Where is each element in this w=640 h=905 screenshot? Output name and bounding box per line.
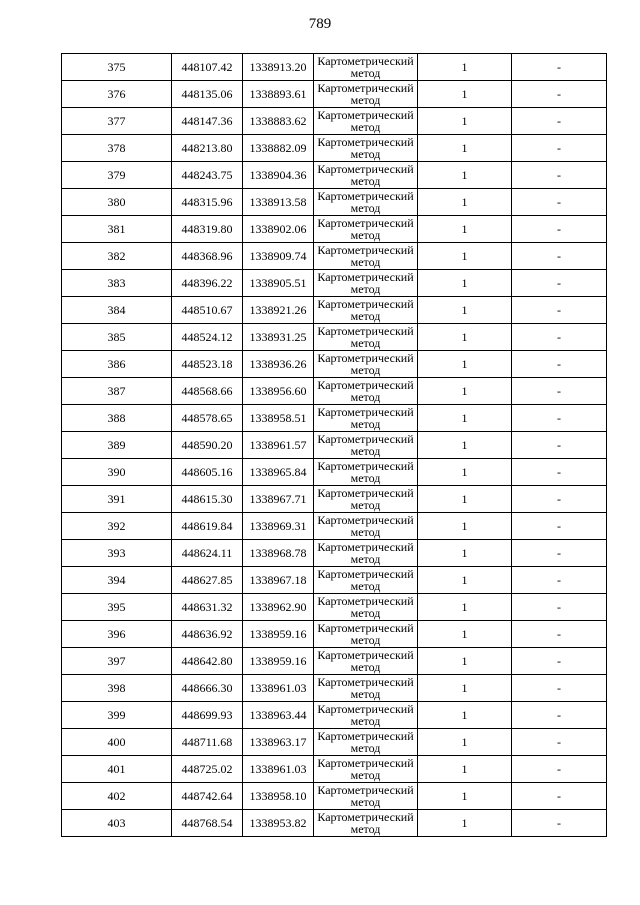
method-cell [314, 486, 418, 513]
value-cell: 1 [418, 621, 512, 648]
method-cell [314, 405, 418, 432]
x-coordinate-cell: 448725.02 [172, 756, 243, 783]
extra-cell: - [512, 513, 607, 540]
method-text: Картометрический метод [317, 297, 414, 323]
extra-cell: - [512, 648, 607, 675]
method-text: Картометрический метод [317, 81, 414, 107]
method-cell [314, 297, 418, 324]
point-number-cell: 378 [62, 135, 172, 162]
table-row [62, 540, 607, 567]
table-row [62, 378, 607, 405]
value-cell: 1 [418, 432, 512, 459]
x-coordinate-cell: 448742.64 [172, 783, 243, 810]
method-cell [314, 810, 418, 837]
value-cell: 1 [418, 594, 512, 621]
point-number-cell: 397 [62, 648, 172, 675]
extra-cell: - [512, 810, 607, 837]
point-number-cell: 386 [62, 351, 172, 378]
value-cell: 1 [418, 567, 512, 594]
method-cell [314, 594, 418, 621]
extra-cell: - [512, 729, 607, 756]
point-number-cell: 389 [62, 432, 172, 459]
x-coordinate-cell: 448319.80 [172, 216, 243, 243]
y-coordinate-cell: 1338969.31 [243, 513, 314, 540]
value-cell: 1 [418, 243, 512, 270]
value-cell: 1 [418, 648, 512, 675]
method-text: Картометрический метод [317, 243, 414, 269]
table-row [62, 324, 607, 351]
method-cell [314, 432, 418, 459]
method-text: Картометрический метод [317, 378, 414, 404]
value-cell: 1 [418, 351, 512, 378]
point-number-cell: 376 [62, 81, 172, 108]
y-coordinate-cell: 1338913.20 [243, 54, 314, 81]
method-cell [314, 702, 418, 729]
y-coordinate-cell: 1338936.26 [243, 351, 314, 378]
method-cell [314, 324, 418, 351]
value-cell: 1 [418, 216, 512, 243]
value-cell: 1 [418, 162, 512, 189]
method-text: Картометрический метод [317, 108, 414, 134]
table-row [62, 702, 607, 729]
point-number-cell: 388 [62, 405, 172, 432]
x-coordinate-cell: 448627.85 [172, 567, 243, 594]
point-number-cell: 400 [62, 729, 172, 756]
extra-cell: - [512, 270, 607, 297]
method-cell [314, 783, 418, 810]
table-row [62, 297, 607, 324]
table-row [62, 108, 607, 135]
method-cell [314, 729, 418, 756]
point-number-cell: 401 [62, 756, 172, 783]
method-text: Картометрический метод [317, 594, 414, 620]
method-text: Картометрический метод [317, 189, 414, 215]
method-text: Картометрический метод [317, 540, 414, 566]
method-cell [314, 459, 418, 486]
y-coordinate-cell: 1338893.61 [243, 81, 314, 108]
y-coordinate-cell: 1338961.03 [243, 675, 314, 702]
value-cell: 1 [418, 810, 512, 837]
table-row [62, 81, 607, 108]
x-coordinate-cell: 448524.12 [172, 324, 243, 351]
value-cell: 1 [418, 405, 512, 432]
method-cell [314, 756, 418, 783]
x-coordinate-cell: 448768.54 [172, 810, 243, 837]
x-coordinate-cell: 448711.68 [172, 729, 243, 756]
x-coordinate-cell: 448642.80 [172, 648, 243, 675]
method-text: Картометрический метод [317, 459, 414, 485]
y-coordinate-cell: 1338909.74 [243, 243, 314, 270]
method-text: Картометрический метод [317, 675, 414, 701]
y-coordinate-cell: 1338931.25 [243, 324, 314, 351]
point-number-cell: 396 [62, 621, 172, 648]
extra-cell: - [512, 486, 607, 513]
extra-cell: - [512, 675, 607, 702]
point-number-cell: 375 [62, 54, 172, 81]
value-cell: 1 [418, 540, 512, 567]
method-text: Картометрический метод [317, 702, 414, 728]
point-number-cell: 384 [62, 297, 172, 324]
method-cell [314, 513, 418, 540]
extra-cell: - [512, 297, 607, 324]
y-coordinate-cell: 1338962.90 [243, 594, 314, 621]
value-cell: 1 [418, 702, 512, 729]
point-number-cell: 403 [62, 810, 172, 837]
method-text: Картометрический метод [317, 216, 414, 242]
x-coordinate-cell: 448590.20 [172, 432, 243, 459]
extra-cell: - [512, 162, 607, 189]
point-number-cell: 380 [62, 189, 172, 216]
method-text: Картометрический метод [317, 729, 414, 755]
point-number-cell: 383 [62, 270, 172, 297]
table-row [62, 405, 607, 432]
method-text: Картометрический метод [317, 621, 414, 647]
extra-cell: - [512, 324, 607, 351]
extra-cell: - [512, 108, 607, 135]
method-cell [314, 135, 418, 162]
method-cell [314, 54, 418, 81]
table-row [62, 243, 607, 270]
extra-cell: - [512, 405, 607, 432]
extra-cell: - [512, 783, 607, 810]
y-coordinate-cell: 1338958.51 [243, 405, 314, 432]
value-cell: 1 [418, 675, 512, 702]
method-text: Картометрический метод [317, 486, 414, 512]
table-row [62, 54, 607, 81]
y-coordinate-cell: 1338905.51 [243, 270, 314, 297]
y-coordinate-cell: 1338967.71 [243, 486, 314, 513]
method-cell [314, 81, 418, 108]
method-text: Картометрический метод [317, 162, 414, 188]
value-cell: 1 [418, 189, 512, 216]
value-cell: 1 [418, 324, 512, 351]
y-coordinate-cell: 1338956.60 [243, 378, 314, 405]
y-coordinate-cell: 1338904.36 [243, 162, 314, 189]
table-row [62, 351, 607, 378]
method-cell [314, 108, 418, 135]
x-coordinate-cell: 448243.75 [172, 162, 243, 189]
table-row [62, 162, 607, 189]
method-cell [314, 675, 418, 702]
point-number-cell: 394 [62, 567, 172, 594]
table-row [62, 486, 607, 513]
y-coordinate-cell: 1338965.84 [243, 459, 314, 486]
table-row [62, 270, 607, 297]
y-coordinate-cell: 1338953.82 [243, 810, 314, 837]
extra-cell: - [512, 432, 607, 459]
x-coordinate-cell: 448578.65 [172, 405, 243, 432]
x-coordinate-cell: 448368.96 [172, 243, 243, 270]
point-number-cell: 379 [62, 162, 172, 189]
x-coordinate-cell: 448147.36 [172, 108, 243, 135]
method-text: Картометрический метод [317, 54, 414, 80]
extra-cell: - [512, 594, 607, 621]
point-number-cell: 395 [62, 594, 172, 621]
table-row [62, 783, 607, 810]
value-cell: 1 [418, 783, 512, 810]
method-text: Картометрический метод [317, 405, 414, 431]
method-text: Картометрический метод [317, 351, 414, 377]
table-row [62, 459, 607, 486]
table-row [62, 135, 607, 162]
y-coordinate-cell: 1338959.16 [243, 648, 314, 675]
table-row [62, 756, 607, 783]
extra-cell: - [512, 216, 607, 243]
method-cell [314, 243, 418, 270]
table-row [62, 621, 607, 648]
x-coordinate-cell: 448666.30 [172, 675, 243, 702]
method-cell [314, 378, 418, 405]
extra-cell: - [512, 702, 607, 729]
point-number-cell: 393 [62, 540, 172, 567]
extra-cell: - [512, 243, 607, 270]
x-coordinate-cell: 448619.84 [172, 513, 243, 540]
table-row [62, 432, 607, 459]
extra-cell: - [512, 459, 607, 486]
y-coordinate-cell: 1338963.17 [243, 729, 314, 756]
page-number: 789 [308, 16, 332, 32]
y-coordinate-cell: 1338883.62 [243, 108, 314, 135]
y-coordinate-cell: 1338902.06 [243, 216, 314, 243]
extra-cell: - [512, 540, 607, 567]
x-coordinate-cell: 448315.96 [172, 189, 243, 216]
table-row [62, 567, 607, 594]
x-coordinate-cell: 448615.30 [172, 486, 243, 513]
method-text: Картометрический метод [317, 513, 414, 539]
method-text: Картометрический метод [317, 810, 414, 836]
method-text: Картометрический метод [317, 270, 414, 296]
value-cell: 1 [418, 54, 512, 81]
table-row [62, 216, 607, 243]
coordinates-table [61, 53, 607, 837]
y-coordinate-cell: 1338961.57 [243, 432, 314, 459]
value-cell: 1 [418, 459, 512, 486]
extra-cell: - [512, 567, 607, 594]
value-cell: 1 [418, 729, 512, 756]
x-coordinate-cell: 448135.06 [172, 81, 243, 108]
method-text: Картометрический метод [317, 324, 414, 350]
table-row [62, 810, 607, 837]
method-text: Картометрический метод [317, 567, 414, 593]
x-coordinate-cell: 448510.67 [172, 297, 243, 324]
y-coordinate-cell: 1338958.10 [243, 783, 314, 810]
y-coordinate-cell: 1338961.03 [243, 756, 314, 783]
point-number-cell: 398 [62, 675, 172, 702]
y-coordinate-cell: 1338968.78 [243, 540, 314, 567]
value-cell: 1 [418, 756, 512, 783]
y-coordinate-cell: 1338921.26 [243, 297, 314, 324]
extra-cell: - [512, 351, 607, 378]
method-cell [314, 162, 418, 189]
x-coordinate-cell: 448523.18 [172, 351, 243, 378]
y-coordinate-cell: 1338963.44 [243, 702, 314, 729]
point-number-cell: 385 [62, 324, 172, 351]
value-cell: 1 [418, 108, 512, 135]
table-row [62, 189, 607, 216]
extra-cell: - [512, 378, 607, 405]
value-cell: 1 [418, 81, 512, 108]
method-text: Картометрический метод [317, 648, 414, 674]
extra-cell: - [512, 621, 607, 648]
x-coordinate-cell: 448396.22 [172, 270, 243, 297]
x-coordinate-cell: 448213.80 [172, 135, 243, 162]
value-cell: 1 [418, 486, 512, 513]
table-row [62, 675, 607, 702]
value-cell: 1 [418, 297, 512, 324]
method-text: Картометрический метод [317, 432, 414, 458]
point-number-cell: 399 [62, 702, 172, 729]
point-number-cell: 381 [62, 216, 172, 243]
method-cell [314, 540, 418, 567]
point-number-cell: 387 [62, 378, 172, 405]
table-body [62, 54, 607, 837]
method-cell [314, 621, 418, 648]
method-cell [314, 351, 418, 378]
method-cell [314, 567, 418, 594]
value-cell: 1 [418, 135, 512, 162]
x-coordinate-cell: 448699.93 [172, 702, 243, 729]
method-cell [314, 648, 418, 675]
x-coordinate-cell: 448605.16 [172, 459, 243, 486]
extra-cell: - [512, 135, 607, 162]
table-row [62, 594, 607, 621]
method-text: Картометрический метод [317, 135, 414, 161]
y-coordinate-cell: 1338959.16 [243, 621, 314, 648]
method-cell [314, 216, 418, 243]
value-cell: 1 [418, 513, 512, 540]
method-cell [314, 189, 418, 216]
table-row [62, 648, 607, 675]
point-number-cell: 392 [62, 513, 172, 540]
method-text: Картометрический метод [317, 756, 414, 782]
value-cell: 1 [418, 378, 512, 405]
method-cell [314, 270, 418, 297]
method-text: Картометрический метод [317, 783, 414, 809]
point-number-cell: 402 [62, 783, 172, 810]
extra-cell: - [512, 81, 607, 108]
point-number-cell: 377 [62, 108, 172, 135]
table-row [62, 513, 607, 540]
point-number-cell: 391 [62, 486, 172, 513]
value-cell: 1 [418, 270, 512, 297]
y-coordinate-cell: 1338913.58 [243, 189, 314, 216]
extra-cell: - [512, 756, 607, 783]
x-coordinate-cell: 448107.42 [172, 54, 243, 81]
extra-cell: - [512, 54, 607, 81]
extra-cell: - [512, 189, 607, 216]
x-coordinate-cell: 448636.92 [172, 621, 243, 648]
point-number-cell: 382 [62, 243, 172, 270]
y-coordinate-cell: 1338967.18 [243, 567, 314, 594]
point-number-cell: 390 [62, 459, 172, 486]
x-coordinate-cell: 448624.11 [172, 540, 243, 567]
x-coordinate-cell: 448568.66 [172, 378, 243, 405]
x-coordinate-cell: 448631.32 [172, 594, 243, 621]
table-row [62, 729, 607, 756]
y-coordinate-cell: 1338882.09 [243, 135, 314, 162]
